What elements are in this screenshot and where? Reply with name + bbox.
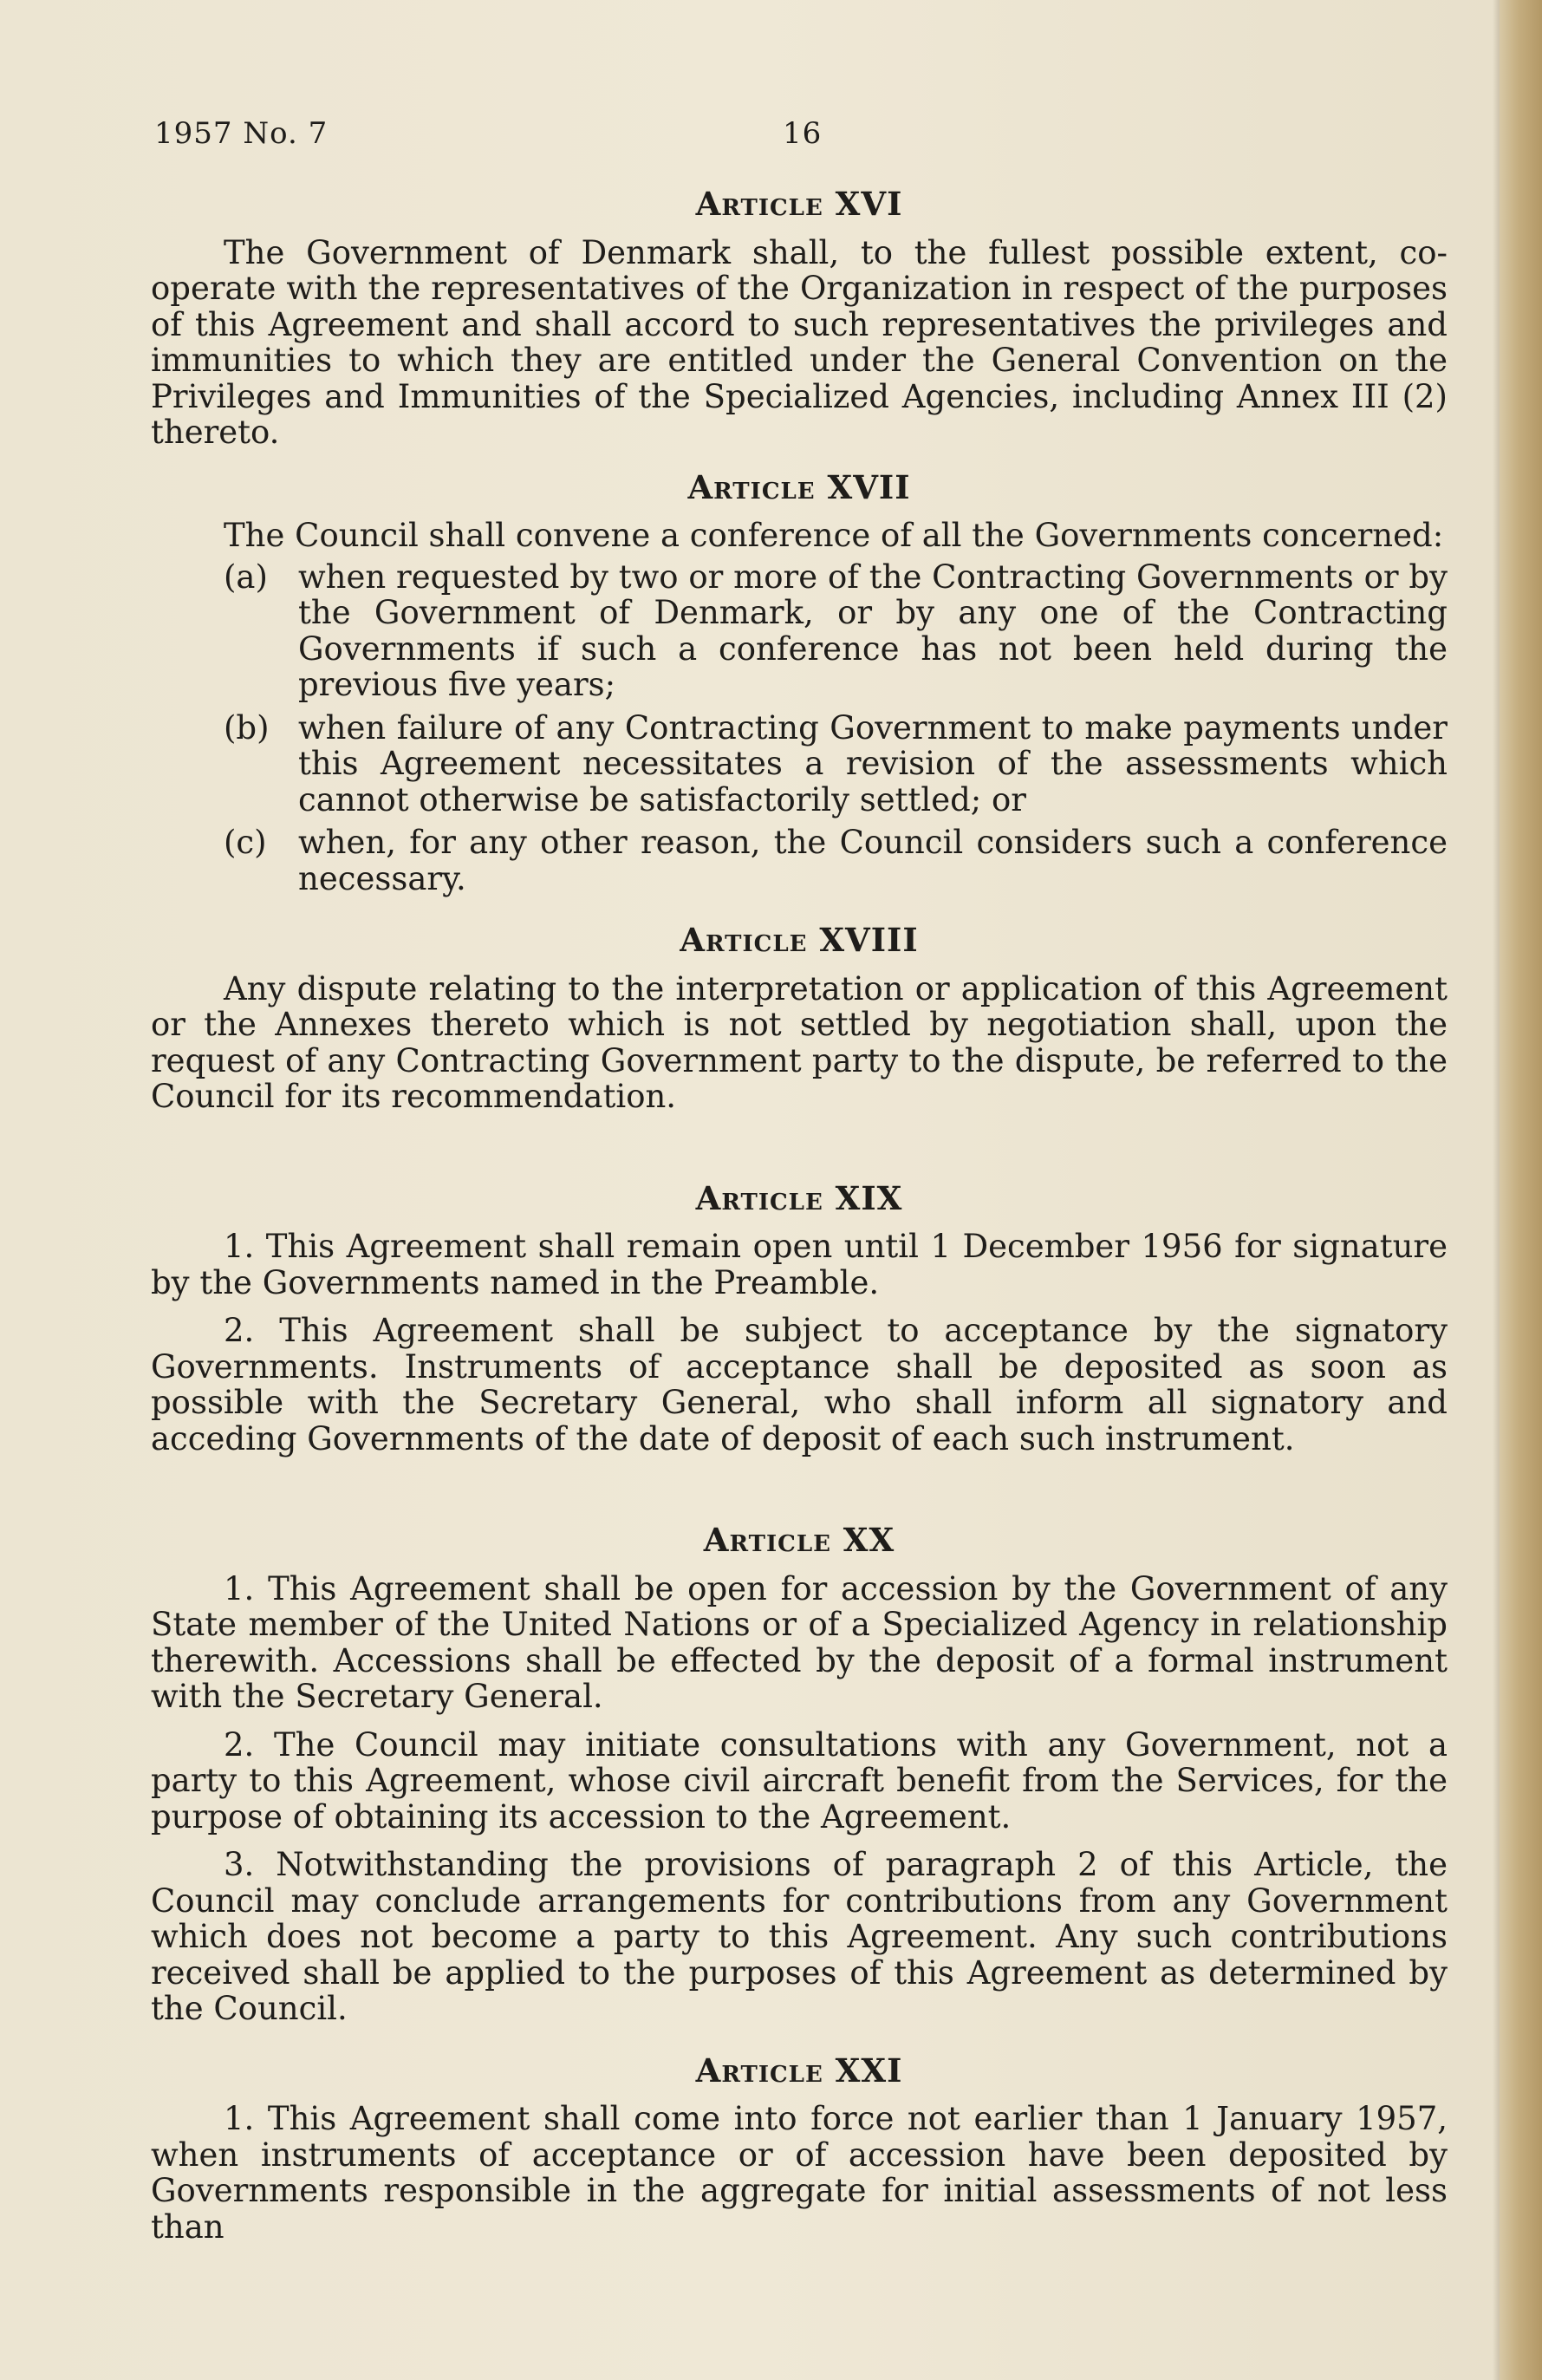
article-paragraph: 1. This Agreement shall come into force not earlier than 1 January 1957, when instruments of acceptance or of accession have been deposited by Governments responsible in the aggregate for initial assessments of not less than bbox=[151, 2100, 1448, 2246]
list-item bbox=[151, 559, 1448, 703]
article-paragraph: Any dispute relating to the interpretation or application of this Agreement or the Annexes thereto which is not settled by negotiation shall, upon the request of any Contracting Government party to the dispute, be referred to the Council for its recommendation. bbox=[151, 969, 1448, 1115]
article-paragraph: 2. The Council may initiate consultations with any Government, not a party to this Agreement, whose civil aircraft benefit from the Services, for the purpose of obtaining its accession to the Agreement. bbox=[151, 1725, 1448, 1836]
page-content bbox=[151, 186, 1448, 2245]
list-item bbox=[151, 710, 1448, 818]
article-paragraph: 1. This Agreement shall remain open until 1 December 1956 for signature by the Governments named in the Preamble. bbox=[151, 1228, 1448, 1301]
article-heading: Article XVIII bbox=[680, 921, 919, 959]
item-text: when failure of any Contracting Government to make payments under this Agreement necessitates a revision of the assessments which cannot otherwise be satisfactorily settled; or bbox=[298, 708, 1448, 818]
article-paragraph: 3. Notwithstanding the provisions of paragraph 2 of this Article, the Council may conclude arrangements for contributions from any Government which does not become a party to this Agreement. Any such contributions received shall be applied to the purposes of this Agreement as determined by the Council. bbox=[151, 1846, 1448, 2027]
article-heading: Article XIX bbox=[695, 1178, 903, 1217]
article-heading: Article XXI bbox=[695, 2051, 903, 2090]
article-intro: The Council shall convene a conference of all the Governments concerned: bbox=[224, 517, 1444, 554]
item-text: when, for any other reason, the Council considers such a conference necessary. bbox=[298, 824, 1448, 897]
item-label: (a) bbox=[224, 558, 268, 596]
article-paragraph: The Government of Denmark shall, to the fullest possible extent, co-operate with the representatives of the Organization in respect of the purposes of this Agreement and shall accord to such representatives the privileges and immunities to which they are entitled under the General Convention on the Privileges and Immunities of the Specialized Agencies, including Annex III (2) thereto. bbox=[151, 233, 1448, 451]
article-heading: Article XVI bbox=[695, 185, 903, 223]
item-label: (b) bbox=[224, 708, 270, 747]
article-heading: Article XX bbox=[703, 1521, 895, 1559]
article-item-list bbox=[151, 559, 1448, 897]
article-paragraph: 1. This Agreement shall be open for accession by the Government of any State member of the United Nations or of a Specialized Agency in relationship therewith. Accessions shall be effected by the deposit of a formal instrument with the Secretary General. bbox=[151, 1569, 1448, 1715]
binding-shadow bbox=[1493, 0, 1500, 2380]
page-edge bbox=[1500, 0, 1542, 2380]
item-label: (c) bbox=[224, 824, 267, 861]
list-item bbox=[151, 825, 1448, 897]
page-number: 16 bbox=[783, 116, 823, 151]
document-reference: 1957 No. 7 bbox=[154, 116, 329, 151]
item-text: when requested by two or more of the Contracting Governments or by the Government of Denmark, or by any one of the Contracting Governments if such a conference has not been held during the previous five years; bbox=[298, 558, 1448, 703]
article-heading: Article XVII bbox=[687, 467, 911, 506]
article-paragraph: 2. This Agreement shall be subject to acceptance by the signatory Governments. Instruments of acceptance shall be deposited as soon as possible with the Secretary General, who shall inform all signatory and acceding Governments of the date of deposit of each such instrument. bbox=[151, 1312, 1448, 1457]
